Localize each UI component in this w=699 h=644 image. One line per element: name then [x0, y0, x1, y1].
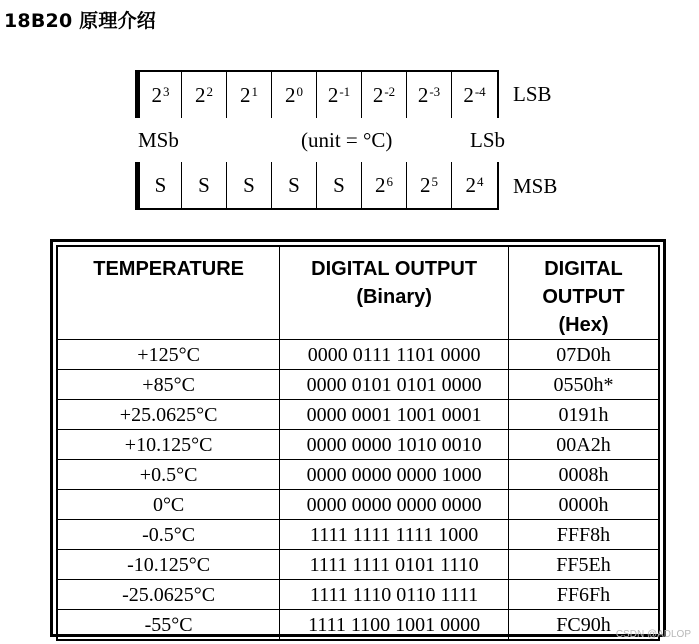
bit-cell — [362, 72, 407, 118]
hex-cell: 0000h — [508, 490, 659, 520]
bit-cell — [227, 162, 272, 208]
hex-cell: FC90h — [508, 610, 659, 641]
bit-cell — [182, 72, 227, 118]
bit-cell — [317, 162, 362, 208]
table-row — [57, 400, 659, 430]
bit-base: 2 — [372, 82, 384, 107]
bit-exponent: -2 — [384, 84, 396, 99]
header-digital-hex — [508, 246, 659, 340]
header-hex-line2: OUTPUT — [542, 286, 625, 308]
hex-cell: 07D0h — [508, 340, 659, 370]
binary-cell: 0000 0101 0101 0000 — [280, 370, 509, 400]
hex-cell: 00A2h — [508, 430, 659, 460]
table-row — [57, 370, 659, 400]
register-ls-byte — [135, 70, 552, 118]
register-ms-byte-label: MSB — [513, 173, 558, 198]
bit-exponent: 5 — [431, 174, 438, 189]
bit-cell — [227, 72, 272, 118]
binary-cell: 1111 1110 0110 1111 — [280, 580, 509, 610]
register-ls-byte-cells — [135, 70, 499, 118]
bit-exponent: 1 — [251, 84, 258, 99]
bit-cell — [317, 72, 362, 118]
table-header-row — [57, 246, 659, 340]
bit-cell — [272, 72, 317, 118]
bit-exponent: 4 — [477, 174, 484, 189]
table-row — [57, 460, 659, 490]
bit-base: 2 — [327, 82, 339, 107]
table-row — [57, 610, 659, 641]
bit-base: 2 — [285, 82, 296, 107]
temperature-table-body — [57, 340, 659, 641]
bit-cell — [452, 72, 497, 118]
register-ms-byte — [135, 162, 557, 210]
temperature-cell: +85°C — [57, 370, 280, 400]
temperature-cell: +25.0625°C — [57, 400, 280, 430]
msb-bit-label: MSb — [138, 128, 179, 152]
lsb-bit-label: LSb — [470, 128, 506, 152]
bit-exponent: 6 — [386, 174, 393, 189]
bit-base: 2 — [417, 82, 429, 107]
binary-cell: 0000 0000 0000 1000 — [280, 460, 509, 490]
table-row — [57, 580, 659, 610]
bit-base: 2 — [463, 82, 474, 107]
binary-cell: 0000 0001 1001 0001 — [280, 400, 509, 430]
binary-cell: 1111 1111 0101 1110 — [280, 550, 509, 580]
bit-exponent: -1 — [339, 84, 351, 99]
temperature-cell: -55°C — [57, 610, 280, 641]
bit-base: S — [154, 172, 167, 197]
table-row — [57, 430, 659, 460]
table-row — [57, 520, 659, 550]
watermark: CSDN @ADLOP — [615, 629, 691, 640]
temperature-cell: -10.125°C — [57, 550, 280, 580]
page-title: 18B20 原理介绍 — [4, 10, 156, 32]
header-digital-binary — [280, 246, 509, 340]
table-row — [57, 490, 659, 520]
bit-exponent: 2 — [206, 84, 213, 99]
binary-cell: 1111 1100 1001 0000 — [280, 610, 509, 641]
header-hex-line1: DIGITAL — [544, 258, 623, 280]
bit-base: S — [288, 172, 300, 197]
bit-exponent: 0 — [296, 84, 303, 99]
bit-base: 2 — [195, 82, 206, 107]
temperature-cell: +10.125°C — [57, 430, 280, 460]
unit-label: (unit = °C) — [301, 128, 393, 152]
bit-base: 2 — [240, 82, 251, 107]
table-row — [57, 550, 659, 580]
header-temperature — [57, 246, 280, 340]
binary-cell: 0000 0000 1010 0010 — [280, 430, 509, 460]
hex-cell: FF6Fh — [508, 580, 659, 610]
table-row — [57, 340, 659, 370]
header-temperature-text: TEMPERATURE — [93, 258, 244, 280]
register-ls-byte-label: LSB — [513, 81, 552, 106]
bit-base: 2 — [420, 172, 431, 197]
binary-cell: 0000 0111 1101 0000 — [280, 340, 509, 370]
temperature-table-frame — [50, 239, 666, 637]
binary-cell: 1111 1111 1111 1000 — [280, 520, 509, 550]
bit-base: 2 — [151, 82, 162, 107]
bit-exponent: 3 — [163, 84, 170, 99]
bit-base: S — [198, 172, 210, 197]
bit-cell — [407, 72, 452, 118]
bit-cell — [362, 162, 407, 208]
bit-cell — [272, 162, 317, 208]
hex-cell: 0191h — [508, 400, 659, 430]
temperature-cell: 0°C — [57, 490, 280, 520]
hex-cell: 0550h* — [508, 370, 659, 400]
bit-base: 2 — [375, 172, 386, 197]
bit-exponent: -4 — [474, 84, 486, 99]
bit-base: S — [333, 172, 345, 197]
bit-cell — [407, 162, 452, 208]
bit-base: S — [243, 172, 255, 197]
bit-cell — [137, 72, 182, 118]
header-binary-line1: DIGITAL OUTPUT — [311, 258, 478, 280]
temperature-cell: -25.0625°C — [57, 580, 280, 610]
hex-cell: 0008h — [508, 460, 659, 490]
hex-cell: FFF8h — [508, 520, 659, 550]
temperature-cell: -0.5°C — [57, 520, 280, 550]
temperature-cell: +0.5°C — [57, 460, 280, 490]
register-ms-byte-cells — [135, 162, 499, 210]
temperature-table — [56, 245, 660, 641]
header-binary-line2: (Binary) — [356, 286, 432, 308]
bit-cell — [137, 162, 182, 208]
header-hex-line3: (Hex) — [558, 314, 609, 336]
bit-base: 2 — [465, 172, 476, 197]
temperature-cell: +125°C — [57, 340, 280, 370]
binary-cell: 0000 0000 0000 0000 — [280, 490, 509, 520]
bit-cell — [452, 162, 497, 208]
bit-exponent: -3 — [429, 84, 441, 99]
hex-cell: FF5Eh — [508, 550, 659, 580]
bit-cell — [182, 162, 227, 208]
